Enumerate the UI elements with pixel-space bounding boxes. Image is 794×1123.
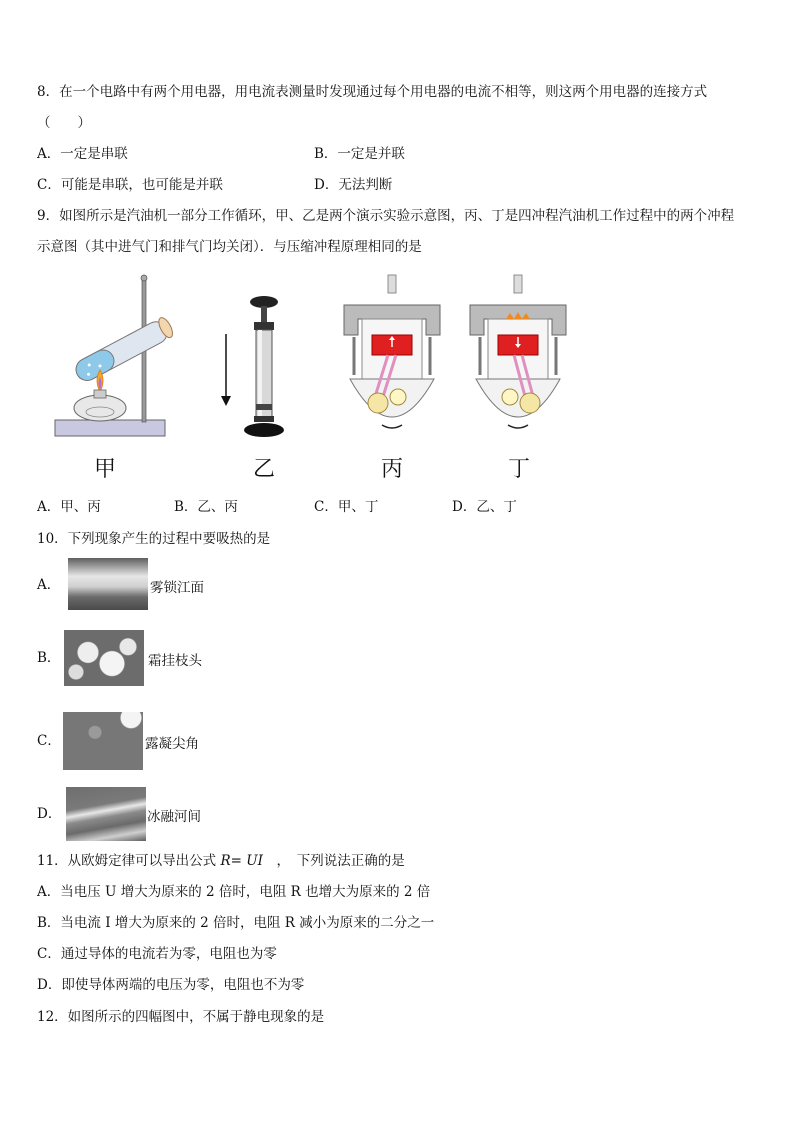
q10-option-d-letter: D． (37, 806, 62, 822)
q8-option-a: A．一定是串联 (37, 146, 128, 162)
q11-option-a: A．当电压 U 增大为原来的 2 倍时，电阻 R 也增大为原来的 2 倍 (37, 884, 431, 900)
q8-option-d: D．无法判断 (314, 177, 393, 193)
figure-ding-engine-stroke (468, 275, 568, 445)
q9-option-d: D．乙、丁 (452, 499, 517, 515)
frost-branch-photo (64, 630, 144, 686)
q8-stem: 8．在一个电路中有两个用电器，用电流表测量时发现通过每个用电器的电流不相等，则这两个用电器的连接方式 (37, 84, 708, 100)
q9-option-b: B．乙、丙 (174, 499, 238, 515)
q9-option-c: C．甲、丁 (314, 499, 379, 515)
q8-option-c: C．可能是串联，也可能是并联 (37, 177, 223, 193)
dew-grass-photo (63, 712, 143, 770)
q10-option-a-caption: 雾锁江面 (150, 580, 204, 596)
figure-label-ding: 丁 (508, 457, 531, 482)
q11-stem-suffix: ， 下列说法正确的是 (262, 853, 405, 869)
q8-paren: （ ） (37, 115, 91, 131)
figure-bing-engine-stroke (342, 275, 442, 445)
q8-option-b: B．一定是并联 (314, 146, 405, 162)
q10-stem: 10．下列现象产生的过程中要吸热的是 (37, 531, 271, 547)
figure-label-yi: 乙 (253, 457, 276, 482)
q10-option-c-letter: C． (37, 733, 61, 749)
q11-option-b: B．当电流 I 增大为原来的 2 倍时，电阻 R 减小为原来的二分之一 (37, 915, 435, 931)
figure-label-jia: 甲 (94, 457, 117, 482)
q12-stem: 12．如图所示的四幅图中，不属于静电现象的是 (37, 1009, 325, 1025)
fog-river-photo (68, 558, 148, 610)
q11-stem-prefix: 11．从欧姆定律可以导出公式 (37, 853, 221, 869)
q10-option-c-caption: 露凝尖角 (145, 736, 199, 752)
q11-formula: R= UI (220, 853, 263, 869)
q10-option-b-caption: 霜挂枝头 (148, 653, 202, 669)
q9-stem-line2: 示意图（其中进气门和排气门均关闭）．与压缩冲程原理相同的是 (37, 239, 422, 255)
figure-label-bing: 丙 (381, 457, 404, 482)
q11-option-d: D．即使导体两端的电压为零，电阻也不为零 (37, 977, 305, 993)
q9-option-a: A．甲、丙 (37, 499, 101, 515)
figure-yi-air-compression-cylinder (216, 294, 296, 444)
q11-option-c: C．通过导体的电流若为零，电阻也为零 (37, 946, 277, 962)
q10-option-d-caption: 冰融河间 (147, 809, 201, 825)
q10-option-b-letter: B． (37, 650, 61, 666)
q10-option-a-letter: A． (37, 577, 61, 593)
q9-stem-line1: 9．如图所示是汽油机一部分工作循环，甲、乙是两个演示实验示意图，丙、丁是四冲程汽油机工作过程中的两个冲程 (37, 208, 735, 224)
q11-stem (37, 852, 405, 870)
figure-jia-test-tube-heating (52, 272, 202, 447)
ice-melting-river-photo (66, 787, 146, 841)
